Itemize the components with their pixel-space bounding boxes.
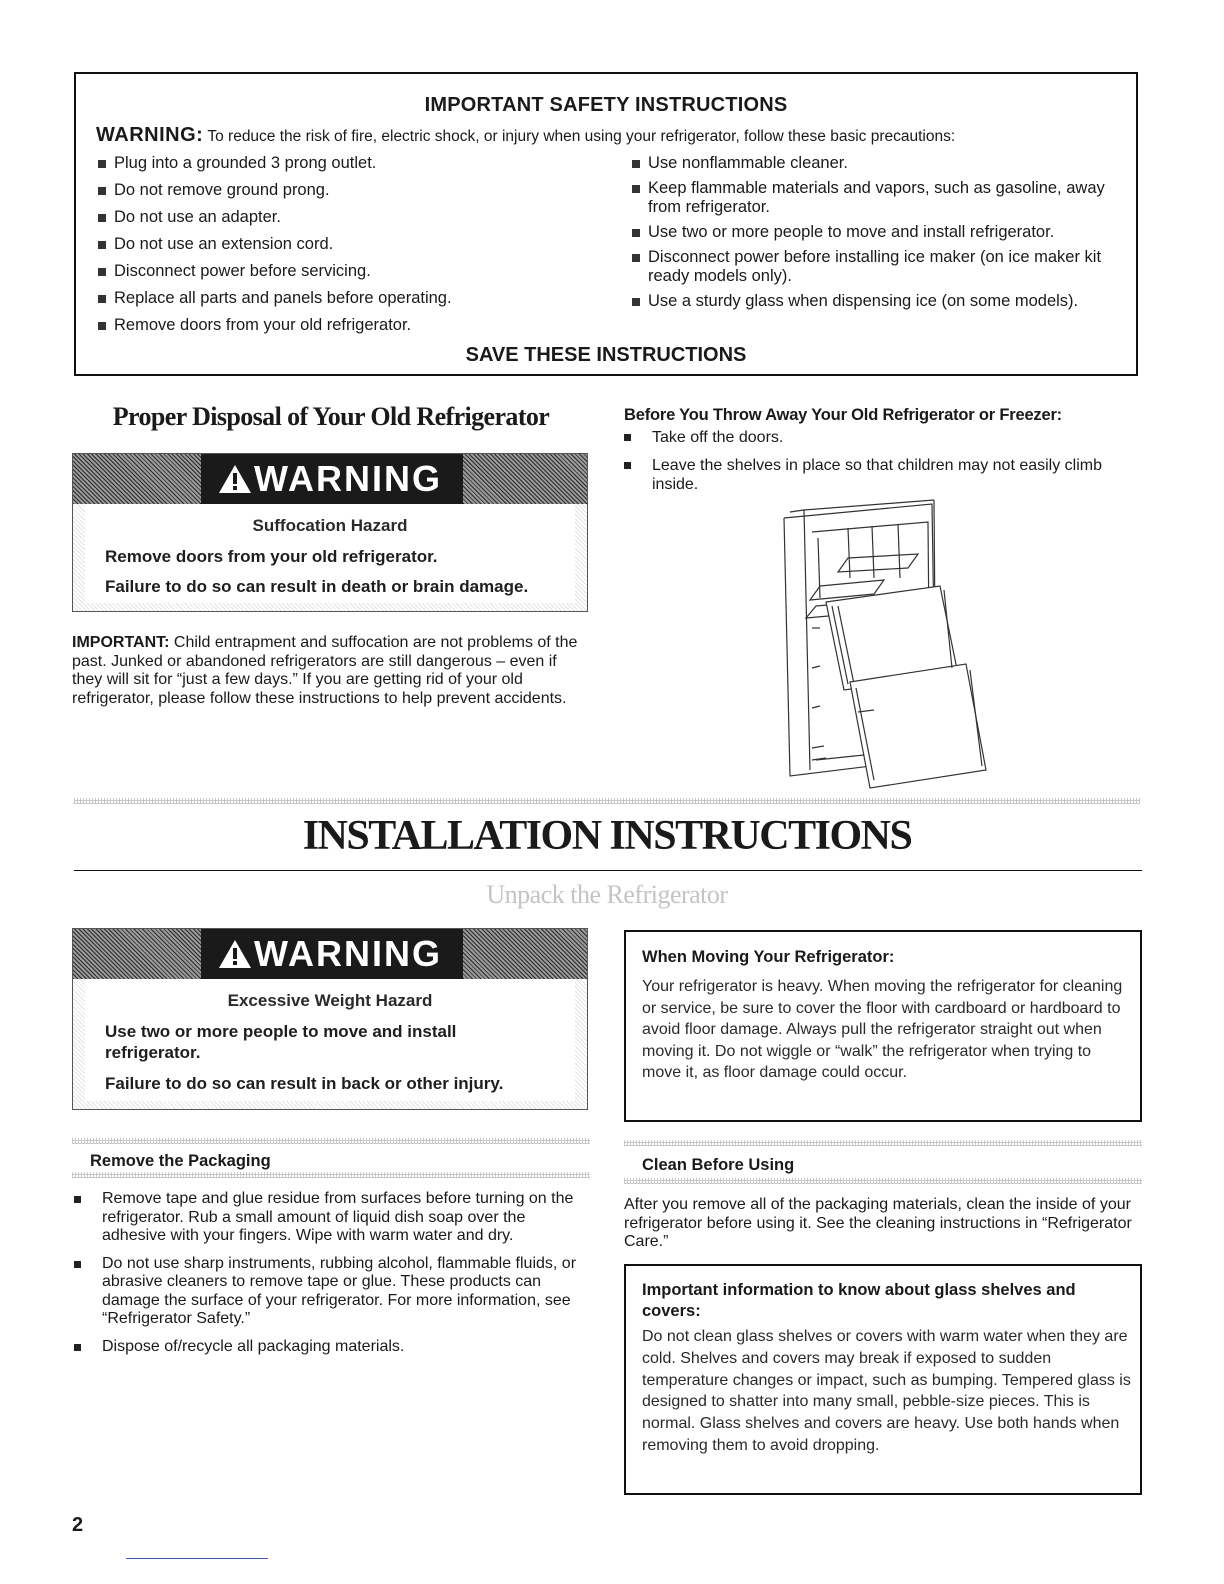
installation-title: INSTALLATION INSTRUCTIONS	[302, 813, 912, 859]
section-divider	[72, 1172, 590, 1178]
warning-triangle-icon	[218, 464, 252, 494]
warning-panel	[85, 504, 575, 603]
fridge-doors-removed-illustration	[760, 498, 1010, 796]
warning-word	[73, 454, 587, 504]
warning-hazard: Suffocation Hazard	[252, 516, 408, 535]
list-item: Use nonflammable cleaner.	[632, 154, 1132, 173]
page-number: 2	[72, 1514, 84, 1536]
warning-word	[73, 929, 587, 979]
warning-line-1: Use two or more people to move and install refrigerator.	[105, 1022, 457, 1062]
list-item: Disconnect power before servicing.	[98, 262, 598, 281]
section-divider	[624, 1178, 1142, 1184]
footer-line	[126, 1558, 268, 1559]
warning-hazard: Excessive Weight Hazard	[227, 991, 433, 1010]
warning-banner	[73, 929, 587, 979]
clean-paragraph: After you remove all of the packaging materials, clean the inside of your refrigerator before using it. See the cleaning instructions in “Refrigerator Care.”	[624, 1196, 1132, 1250]
safety-warning	[96, 124, 1126, 147]
list-item: Dispose of/recycle all packaging materials.	[72, 1338, 582, 1357]
list-item: Disconnect power before installing ice maker (on ice maker kit ready models only).	[632, 248, 1132, 286]
safety-left-list	[98, 154, 598, 343]
before-heading: Before You Throw Away Your Old Refrigerator or Freezer:	[624, 406, 1062, 424]
list-item: Remove doors from your old refrigerator.	[98, 316, 598, 335]
warning-banner	[73, 454, 587, 504]
list-item: Take off the doors.	[622, 428, 1122, 447]
list-item: Remove tape and glue residue from surfaces before turning on the refrigerator. Rub a small amount of liquid dish soap over the adhesive with your fingers. Wipe with warm water and dry.	[72, 1190, 582, 1246]
moving-info-box	[624, 930, 1142, 1122]
section-divider	[624, 1140, 1142, 1146]
glass-text: Do not clean glass shelves or covers with warm water when they are cold. Shelves and covers may break if exposed to sudden temperature changes or impact, such as bumping. Tempered glass is designed to shatter into many small, pebble-size pieces. This is normal. Glass shelves and covers are heavy. Use both hands when removing them to avoid dropping.	[642, 1328, 1131, 1454]
safety-warning-label: WARNING:	[96, 124, 204, 146]
warning-word-text: WARNING	[254, 933, 442, 974]
glass-heading: Important information to know about glass shelves and covers:	[642, 1281, 1076, 1320]
safety-title: IMPORTANT SAFETY INSTRUCTIONS	[424, 94, 788, 116]
important-label: IMPORTANT:	[72, 634, 170, 651]
unpack-heading: Unpack the Refrigerator	[486, 880, 728, 909]
safety-warning-text: To reduce the risk of fire, electric shock, or injury when using your refrigerator, follow these basic precautions:	[203, 128, 956, 145]
safety-right-list	[632, 154, 1132, 317]
important-paragraph	[72, 634, 588, 708]
section-divider	[72, 1138, 590, 1144]
weight-warning-box	[72, 928, 588, 1110]
list-item: Keep flammable materials and vapors, such as gasoline, away from refrigerator.	[632, 179, 1132, 217]
disposal-heading: Proper Disposal of Your Old Refrigerator	[112, 402, 550, 431]
glass-info-box	[624, 1264, 1142, 1495]
list-item: Do not remove ground prong.	[98, 181, 598, 200]
moving-heading: When Moving Your Refrigerator:	[642, 948, 895, 966]
list-item: Plug into a grounded 3 prong outlet.	[98, 154, 598, 173]
list-item: Do not use an adapter.	[98, 208, 598, 227]
moving-text: Your refrigerator is heavy. When moving the refrigerator for cleaning or service, be sure to cover the floor with cardboard or hardboard to avoid floor damage. Always pull the refrigerator straight out when moving it. Do not wiggle or “walk” the refrigerator when trying to move it, as floor damage could occur.	[642, 978, 1123, 1081]
packaging-heading: Remove the Packaging	[90, 1152, 271, 1170]
list-item: Use two or more people to move and install refrigerator.	[632, 223, 1132, 242]
list-item: Do not use sharp instruments, rubbing alcohol, flammable fluids, or abrasive cleaners to remove tape or glue. These products can damage the surface of your refrigerator. For more information, see “Refrigerator Safety.”	[72, 1255, 582, 1329]
suffocation-warning-box	[72, 453, 588, 612]
warning-line-1: Remove doors from your old refrigerator.	[105, 547, 438, 566]
before-list	[622, 428, 1122, 503]
section-divider	[74, 798, 1140, 804]
important-text: Child entrapment and suffocation are not problems of the past. Junked or abandoned refrigerators are still dangerous – even if they will sit for “just a few days.” If you are getting rid of your old refrigerator, please follow these instructions to help prevent accidents.	[72, 634, 578, 707]
list-item: Use a sturdy glass when dispensing ice (on some models).	[632, 292, 1132, 311]
warning-triangle-icon	[218, 939, 252, 969]
warning-panel	[85, 979, 575, 1101]
clean-heading: Clean Before Using	[642, 1156, 795, 1174]
warning-line-2: Failure to do so can result in death or brain damage.	[105, 577, 529, 596]
packaging-list	[72, 1190, 582, 1365]
list-item: Replace all parts and panels before operating.	[98, 289, 598, 308]
list-item: Leave the shelves in place so that children may not easily climb inside.	[622, 456, 1122, 494]
list-item: Do not use an extension cord.	[98, 235, 598, 254]
safety-save-line: SAVE THESE INSTRUCTIONS	[465, 344, 747, 366]
title-rule	[74, 870, 1142, 871]
safety-instructions-box	[74, 72, 1138, 376]
warning-word-text: WARNING	[254, 458, 442, 499]
warning-line-2: Failure to do so can result in back or other injury.	[105, 1074, 504, 1093]
